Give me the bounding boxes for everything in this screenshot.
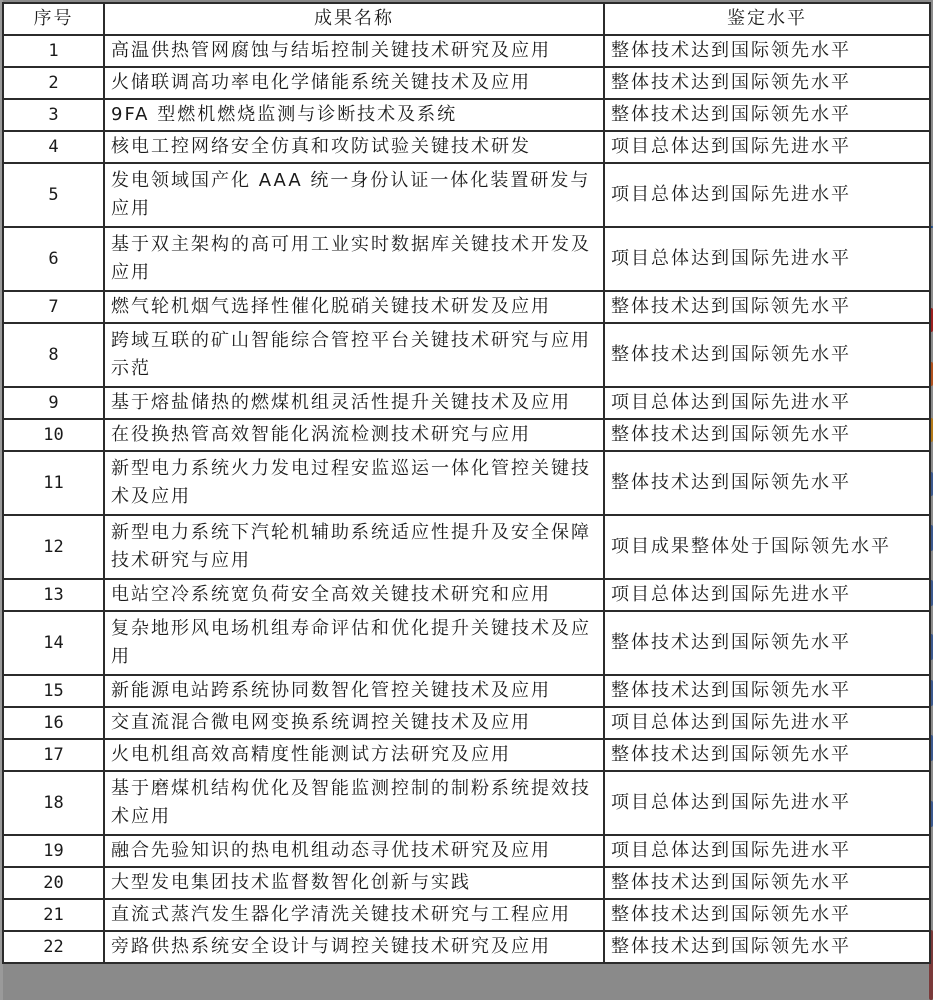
row-name: 交直流混合微电网变换系统调控关键技术及应用 [104,707,604,739]
row-index: 1 [3,35,104,67]
row-name: 旁路供热系统安全设计与调控关键技术研究及应用 [104,931,604,963]
row-level: 整体技术达到国际领先水平 [604,739,930,771]
table-row [3,35,930,67]
table-row [3,67,930,99]
row-level: 整体技术达到国际领先水平 [604,675,930,707]
table-row [3,931,930,963]
row-index: 17 [3,739,104,771]
table-row [3,323,930,387]
row-level: 项目总体达到国际先进水平 [604,579,930,611]
row-level: 整体技术达到国际领先水平 [604,867,930,899]
row-name: 火电机组高效高精度性能测试方法研究及应用 [104,739,604,771]
row-name: 基于双主架构的高可用工业实时数据库关键技术开发及应用 [104,227,604,291]
table-row [3,387,930,419]
table-row [3,867,930,899]
row-name: 新型电力系统火力发电过程安监巡运一体化管控关键技术及应用 [104,451,604,515]
row-index: 4 [3,131,104,163]
header-name: 成果名称 [104,3,604,35]
row-level: 整体技术达到国际领先水平 [604,931,930,963]
row-name: 核电工控网络安全仿真和攻防试验关键技术研发 [104,131,604,163]
table-row [3,163,930,227]
table-header-row [3,3,930,35]
row-name: 燃气轮机烟气选择性催化脱硝关键技术研发及应用 [104,291,604,323]
row-index: 5 [3,163,104,227]
row-index: 9 [3,387,104,419]
row-level: 项目总体达到国际先进水平 [604,227,930,291]
table-row [3,419,930,451]
table-row [3,899,930,931]
table-row [3,739,930,771]
row-index: 6 [3,227,104,291]
table-row [3,131,930,163]
row-level: 整体技术达到国际领先水平 [604,611,930,675]
row-level: 项目总体达到国际先进水平 [604,387,930,419]
header-level: 鉴定水平 [604,3,930,35]
table-row [3,771,930,835]
row-name: 新型电力系统下汽轮机辅助系统适应性提升及安全保障技术研究与应用 [104,515,604,579]
table-body [3,35,930,963]
row-level: 整体技术达到国际领先水平 [604,419,930,451]
row-level: 项目成果整体处于国际领先水平 [604,515,930,579]
row-name: 复杂地形风电场机组寿命评估和优化提升关键技术及应用 [104,611,604,675]
row-name: 火储联调高功率电化学储能系统关键技术及应用 [104,67,604,99]
row-level: 项目总体达到国际先进水平 [604,707,930,739]
row-index: 7 [3,291,104,323]
row-level: 整体技术达到国际领先水平 [604,99,930,131]
row-index: 12 [3,515,104,579]
table-row [3,835,930,867]
table-row [3,707,930,739]
row-index: 3 [3,99,104,131]
table-row [3,291,930,323]
table-row [3,515,930,579]
row-index: 2 [3,67,104,99]
row-name: 基于磨煤机结构优化及智能监测控制的制粉系统提效技术应用 [104,771,604,835]
row-name: 高温供热管网腐蚀与结垢控制关键技术研究及应用 [104,35,604,67]
row-name: 跨域互联的矿山智能综合管控平台关键技术研究与应用示范 [104,323,604,387]
row-index: 18 [3,771,104,835]
row-name: 基于熔盐储热的燃煤机组灵活性提升关键技术及应用 [104,387,604,419]
row-level: 整体技术达到国际领先水平 [604,323,930,387]
row-index: 14 [3,611,104,675]
table-row [3,227,930,291]
row-index: 16 [3,707,104,739]
row-index: 21 [3,899,104,931]
header-index: 序号 [3,3,104,35]
row-name: 在役换热管高效智能化涡流检测技术研究与应用 [104,419,604,451]
row-name: 融合先验知识的热电机组动态寻优技术研究及应用 [104,835,604,867]
table-row [3,611,930,675]
row-index: 15 [3,675,104,707]
row-index: 22 [3,931,104,963]
row-name: 直流式蒸汽发生器化学清洗关键技术研究与工程应用 [104,899,604,931]
row-name: 大型发电集团技术监督数智化创新与实践 [104,867,604,899]
row-name: 9FA 型燃机燃烧监测与诊断技术及系统 [104,99,604,131]
row-name: 电站空冷系统宽负荷安全高效关键技术研究和应用 [104,579,604,611]
row-level: 项目总体达到国际先进水平 [604,771,930,835]
row-index: 11 [3,451,104,515]
row-level: 整体技术达到国际领先水平 [604,67,930,99]
row-name: 发电领域国产化 AAA 统一身份认证一体化装置研发与应用 [104,163,604,227]
row-index: 19 [3,835,104,867]
row-index: 8 [3,323,104,387]
table-row [3,579,930,611]
row-name: 新能源电站跨系统协同数智化管控关键技术及应用 [104,675,604,707]
row-level: 项目总体达到国际先进水平 [604,131,930,163]
row-index: 13 [3,579,104,611]
row-level: 整体技术达到国际领先水平 [604,291,930,323]
row-level: 整体技术达到国际领先水平 [604,35,930,67]
table-row [3,451,930,515]
results-table [2,2,931,964]
row-level: 项目总体达到国际先进水平 [604,163,930,227]
row-level: 整体技术达到国际领先水平 [604,899,930,931]
row-index: 10 [3,419,104,451]
row-level: 项目总体达到国际先进水平 [604,835,930,867]
row-level: 整体技术达到国际领先水平 [604,451,930,515]
row-index: 20 [3,867,104,899]
table-row [3,675,930,707]
table-row [3,99,930,131]
